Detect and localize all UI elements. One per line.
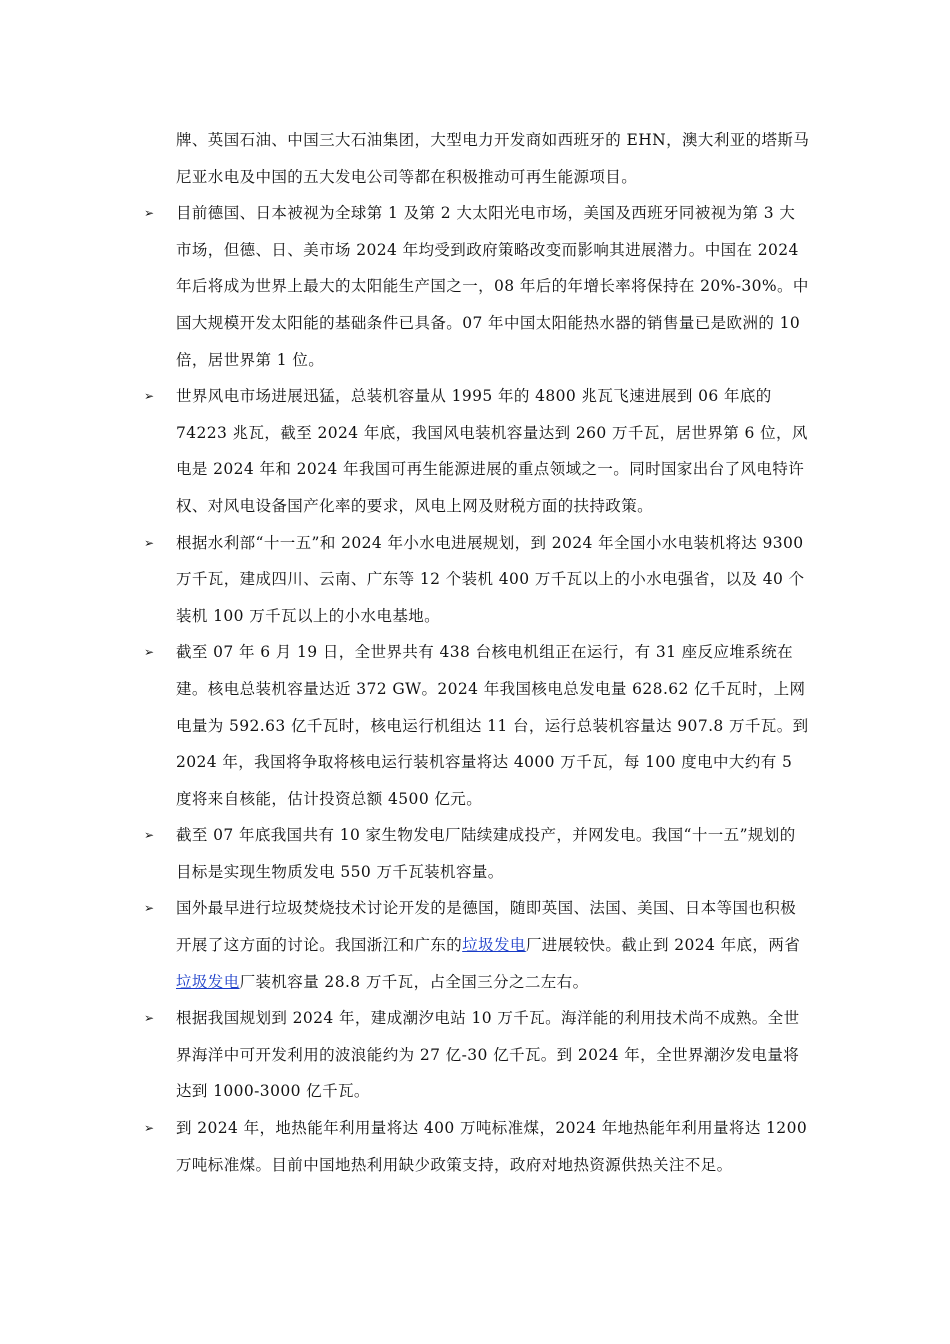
- arrowhead-bullet-icon: ➢: [144, 828, 155, 843]
- paragraph-text-segment: 国外最早进行垃圾焚烧技术讨论开发的是德国，随即英国、法国、美国、日本等国也积极开展了这方面的讨论。我国浙江和广东的: [176, 899, 797, 955]
- bullet-paragraph-waste: [146, 890, 811, 1000]
- paragraph-text: 截至 07 年底我国共有 10 家生物发电厂陆续建成投产，并网发电。我国“十一五”规划的目标是实现生物质发电 550 万千瓦装机容量。: [176, 826, 796, 881]
- paragraph-text: 世界风电市场进展迅猛，总装机容量从 1995 年的 4800 兆瓦飞速进展到 06 年底的 74223 兆瓦，截至 2024 年底，我国风电装机容量达到 260 万千瓦，居世界第 6 位，风电是 2024 年和 2024 年我国可再生能源进展的重点领域之一。同时国家出台了风电特许权、对风电设备国产化率的要求，风电上网及财税方面的扶持政策。: [176, 387, 808, 515]
- paragraph-text: 根据水利部“十一五”和 2024 年小水电进展规划，到 2024 年全国小水电装机将达 9300 万千瓦，建成四川、云南、广东等 12 个装机 400 万千瓦以上的小水电强省，以及 40 个装机 100 万千瓦以上的小水电基地。: [176, 533, 805, 625]
- bullet-paragraph-biomass: [146, 817, 811, 890]
- bullet-paragraph-geothermal: [146, 1110, 811, 1183]
- paragraph-text: 截至 07 年 6 月 19 日，全世界共有 438 台核电机组正在运行，有 31 座反应堆系统在建。核电总装机容量达近 372 GW。2024 年我国核电总发电量 628.62 亿千瓦时，上网电量为 592.63 亿千瓦时，核电运行机组达 11 台，运行总装机容量达 907.8 万千瓦。到 2024 年，我国将争取将核电运行装机容量将达 4000 万千瓦，每 100 度电中大约有 5 度将来自核能，估计投资总额 4500 亿元。: [176, 643, 809, 808]
- arrowhead-bullet-icon: ➢: [144, 1011, 155, 1026]
- paragraph-text-segment: 厂进展较快。截止到 2024 年底，两省: [525, 936, 801, 955]
- arrowhead-bullet-icon: ➢: [144, 645, 155, 660]
- continuation-paragraph: [146, 122, 811, 195]
- paragraph-text: [176, 890, 811, 1000]
- paragraph-text: 牌、英国石油、中国三大石油集团，大型电力开发商如西班牙的 EHN，澳大利亚的塔斯马尼亚水电及中国的五大发电公司等都在积极推动可再生能源项目。: [176, 131, 810, 186]
- document-body: [146, 122, 811, 1183]
- paragraph-text-segment: 厂装机容量 28.8 万千瓦，占全国三分之二左右。: [239, 972, 589, 991]
- bullet-paragraph-hydro: [146, 525, 811, 635]
- waste-power-link[interactable]: 垃圾发电: [176, 972, 240, 991]
- bullet-paragraph-nuclear: [146, 634, 811, 817]
- bullet-paragraph-wind: [146, 378, 811, 524]
- paragraph-text: 目前德国、日本被视为全球第 1 及第 2 大太阳光电市场，美国及西班牙同被视为第 3 大市场，但德、日、美市场 2024 年均受到政府策略改变而影响其进展潜力。中国在 2024 年后将成为世界上最大的太阳能生产国之一，08 年后的年增长率将保持在 20%-30%。中国大规模开发太阳能的基础条件已具备。07 年中国太阳能热水器的销售量已是欧洲的 10 倍，居世界第 1 位。: [176, 204, 809, 369]
- bullet-paragraph-tidal: [146, 1000, 811, 1110]
- bullet-paragraph-solar: [146, 195, 811, 378]
- arrowhead-bullet-icon: ➢: [144, 206, 155, 221]
- arrowhead-bullet-icon: ➢: [144, 1121, 155, 1136]
- paragraph-text: 到 2024 年，地热能年利用量将达 400 万吨标准煤，2024 年地热能年利用量将达 1200 万吨标准煤。目前中国地热利用缺少政策支持，政府对地热资源供热关注不足。: [176, 1119, 808, 1174]
- arrowhead-bullet-icon: ➢: [144, 535, 155, 550]
- paragraph-text: 根据我国规划到 2024 年，建成潮汐电站 10 万千瓦。海洋能的利用技术尚不成熟。全世界海洋中可开发利用的波浪能约为 27 亿-30 亿千瓦。到 2024 年，全世界潮汐发电量将达到 1000-3000 亿千瓦。: [176, 1009, 800, 1101]
- waste-power-link[interactable]: 垃圾发电: [462, 936, 526, 955]
- arrowhead-bullet-icon: ➢: [144, 389, 155, 404]
- arrowhead-bullet-icon: ➢: [144, 901, 155, 916]
